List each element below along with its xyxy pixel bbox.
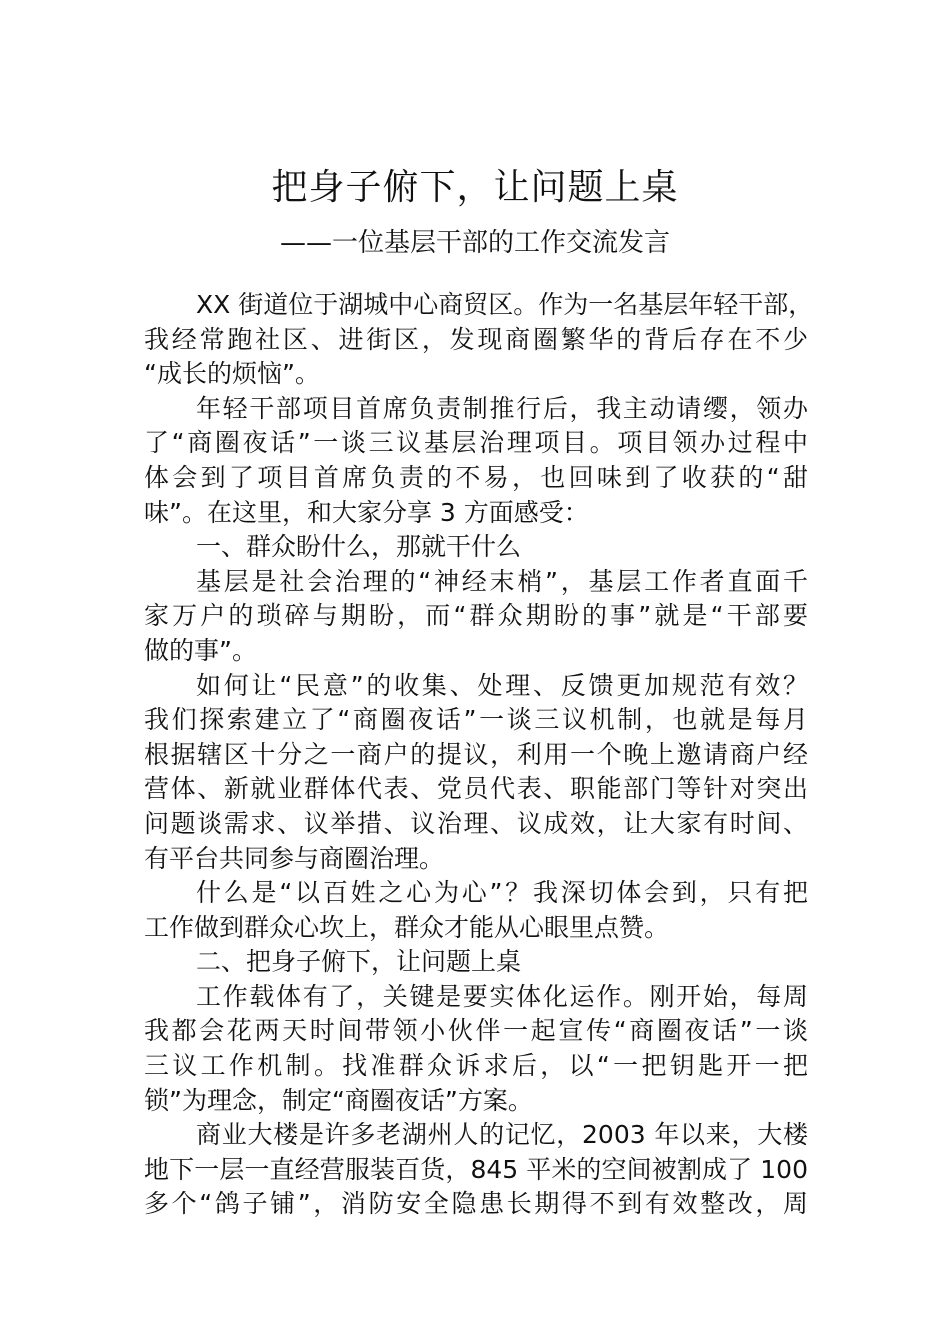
text-line: 商业大楼是许多老湖州人的记忆，2003 年以来，大楼: [196, 1120, 808, 1150]
text-line: 味”。在这里，和大家分享 3 方面感受：: [144, 497, 589, 527]
text-line: 工作载体有了，关键是要实体化运作。刚开始，每周: [196, 981, 808, 1011]
text-line: 锁”为理念，制定“商圈夜话”方案。: [144, 1085, 533, 1115]
text-line: 二、把身子俯下，让问题上桌: [196, 947, 522, 977]
text-line: 多个“鸽子铺”，消防安全隐患长期得不到有效整改，周: [144, 1189, 808, 1219]
document-body: [144, 288, 814, 1222]
text-line: 基层是社会治理的“神经末梢”，基层工作者直面千: [196, 566, 808, 596]
text-line: XX 街道位于湖城中心商贸区。作为一名基层年轻干部，: [196, 290, 814, 319]
text-line: 了“商圈夜话”一谈三议基层治理项目。项目领办过程中: [144, 428, 808, 458]
text-line: 如何让“民意”的收集、处理、反馈更加规范有效？: [196, 670, 808, 700]
document-subtitle: ——一位基层干部的工作交流发言: [279, 228, 670, 258]
text-line: 我们探索建立了“商圈夜话”一谈三议机制，也就是每月: [144, 705, 808, 735]
text-line: 根据辖区十分之一商户的提议，利用一个晚上邀请商户经: [144, 739, 808, 769]
text-line: 一、群众盼什么，那就干什么: [196, 532, 522, 562]
text-line: 做的事”。: [144, 635, 257, 665]
text-line: 年轻干部项目首席负责制推行后，我主动请缨，领办: [196, 393, 808, 423]
text-line: 问题谈需求、议举措、议治理、议成效，让大家有时间、: [144, 808, 808, 838]
text-line: 有平台共同参与商圈治理。: [144, 843, 445, 873]
text-line: 我经常跑社区、进街区，发现商圈繁华的背后存在不少: [144, 324, 808, 354]
text-line: 三议工作机制。找准群众诉求后，以“一把钥匙开一把: [144, 1051, 808, 1081]
text-line: 营体、新就业群体代表、党员代表、职能部门等针对突出: [144, 774, 808, 804]
document-title: 把身子俯下，让问题上桌: [271, 167, 679, 208]
text-line: 我都会花两天时间带领小伙伴一起宣传“商圈夜话”一谈: [144, 1016, 808, 1046]
text-line: 地下一层一直经营服装百货，845 平米的空间被割成了 100: [144, 1154, 808, 1184]
text-line: 体会到了项目首席负责的不易，也回味到了收获的“甜: [144, 462, 808, 492]
text-line: “成长的烦恼”。: [144, 359, 320, 389]
text-line: 家万户的琐碎与期盼，而“群众期盼的事”就是“干部要: [144, 601, 808, 631]
text-line: 什么是“以百姓之心为心”？我深切体会到，只有把: [196, 878, 808, 908]
text-line: 工作做到群众心坎上，群众才能从心眼里点赞。: [144, 912, 670, 942]
